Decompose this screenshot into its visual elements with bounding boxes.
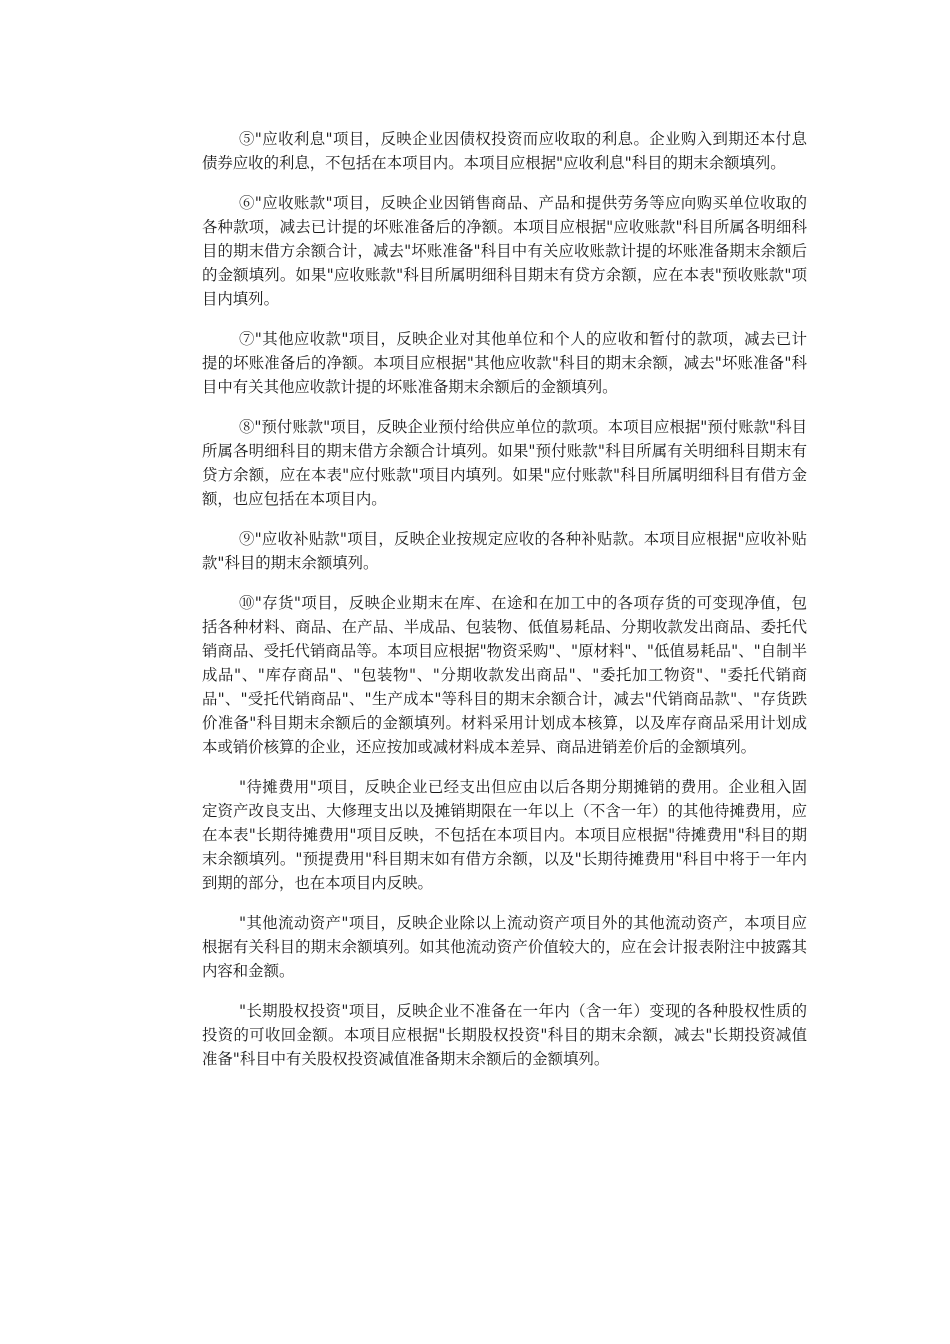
paragraph-accrued-interest-receivable: ⑤"应收利息"项目，反映企业因债权投资而应收取的利息。企业购入到期还本付息债券应收的利息，不包括在本项目内。本项目应根据"应收利息"科目的期末余额填列。 (202, 130, 807, 172)
paragraph-accounts-receivable: ⑥"应收账款"项目，反映企业因销售商品、产品和提供劳务等应向购买单位收取的各种款项，减去已计提的坏账准备后的净额。本项目应根据"应收账款"科目所属各明细科目的期末借方余额合计，减去"坏账准备"科目中有关应收账款计提的坏账准备期末余额后的金额填列。如果"应收账款"科目所属明细科目期末有贷方余额，应在本表"预收账款"项目内填列。 (202, 194, 807, 308)
paragraph-other-receivables: ⑦"其他应收款"项目，反映企业对其他单位和个人的应收和暂付的款项，减去已计提的坏账准备后的净额。本项目应根据"其他应收款"科目的期末余额，减去"坏账准备"科目中有关其他应收款计提的坏账准备期末余额后的金额填列。 (202, 330, 807, 396)
paragraph-subsidies-receivable: ⑨"应收补贴款"项目，反映企业按规定应收的各种补贴款。本项目应根据"应收补贴款"科目的期末余额填列。 (202, 530, 807, 572)
paragraph-prepaid-expenses: "待摊费用"项目，反映企业已经支出但应由以后各期分期摊销的费用。企业租入固定资产改良支出、大修理支出以及摊销期限在一年以上（不含一年）的其他待摊费用，应在本表"长期待摊费用"项目反映，不包括在本项目内。本项目应根据"待摊费用"科目的期末余额填列。"预提费用"科目期末如有借方余额，以及"长期待摊费用"科目中将于一年内到期的部分，也在本项目内反映。 (202, 778, 807, 892)
paragraph-inventory: ⑩"存货"项目，反映企业期末在库、在途和在加工中的各项存货的可变现净值，包括各种材料、商品、在产品、半成品、包装物、低值易耗品、分期收款发出商品、委托代销商品、受托代销商品等。本项目应根据"物资采购"、"原材料"、"低值易耗品"、"自制半成品"、"库存商品"、"包装物"、"分期收款发出商品"、"委托加工物资"、"委托代销商品"、"受托代销商品"、"生产成本"等科目的期末余额合计，减去"代销商品款"、"存货跌价准备"科目期末余额后的金额填列。材料采用计划成本核算，以及库存商品采用计划成本或销价核算的企业，还应按加或减材料成本差异、商品进销差价后的金额填列。 (202, 594, 807, 756)
paragraph-prepayments: ⑧"预付账款"项目，反映企业预付给供应单位的款项。本项目应根据"预付账款"科目所属各明细科目的期末借方余额合计填列。如果"预付账款"科目所属有关明细科目期末有贷方余额，应在本表"应付账款"项目内填列。如果"应付账款"科目所属明细科目有借方金额，也应包括在本项目内。 (202, 418, 807, 508)
paragraph-other-current-assets: "其他流动资产"项目，反映企业除以上流动资产项目外的其他流动资产，本项目应根据有关科目的期末余额填列。如其他流动资产价值较大的，应在会计报表附注中披露其内容和金额。 (202, 914, 807, 980)
document-body (202, 127, 807, 1087)
paragraph-long-term-equity-investment: "长期股权投资"项目，反映企业不准备在一年内（含一年）变现的各种股权性质的投资的可收回金额。本项目应根据"长期股权投资"科目的期末余额，减去"长期投资减值准备"科目中有关股权投资减值准备期末余额后的金额填列。 (202, 1002, 807, 1068)
